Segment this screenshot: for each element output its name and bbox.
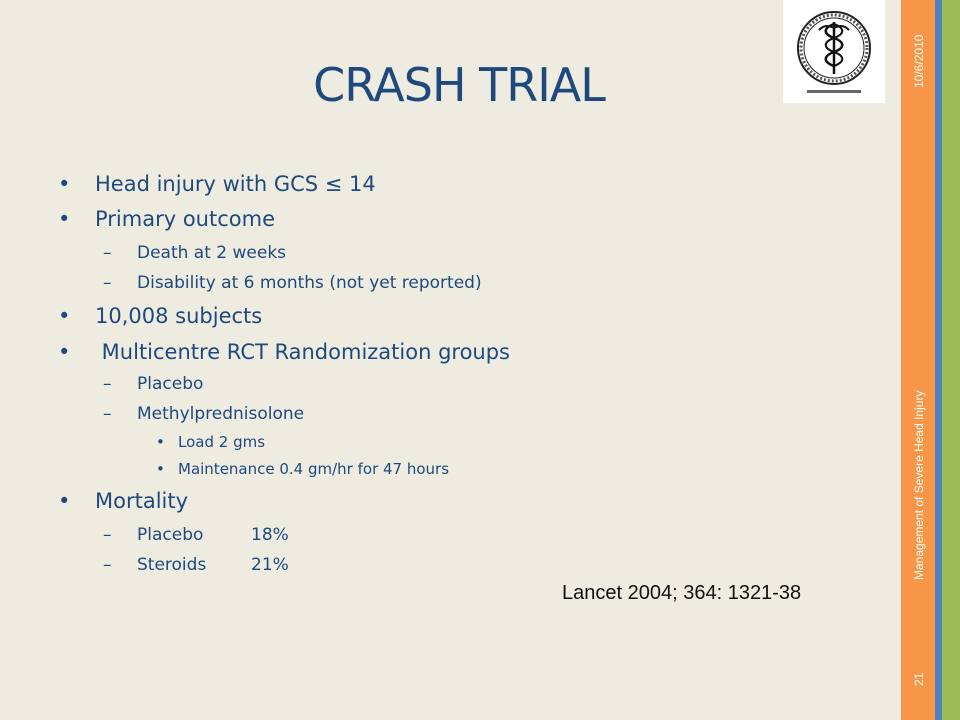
dash-icon: –: [103, 374, 112, 394]
sidebar-band-green: [942, 0, 960, 720]
bullet-icon: •: [58, 304, 71, 328]
slide-title: CRASH TRIAL: [313, 58, 605, 112]
dash-icon: –: [103, 404, 112, 424]
slide: CRASH TRIAL • Head injury with GCS ≤ 14 • Primary outcome – Death at 2 weeks – Disability at 6 months (not yet reported) • 10,008 subjects • Multicentre RCT Randomization groups – Placebo – Methylprednisolone • Load 2 gms • Maintenance 0.4 gm/hr for 47 hours • Mortality – Placebo 18% – Steroids 21% Lancet 2004; 364: 1321-38 10/6/2010 Management of Severe Head Injury 21: [0, 0, 960, 720]
footer-title: Management of Severe Head Injury: [912, 390, 926, 580]
bullet-icon: •: [58, 207, 71, 231]
slide-date: 10/6/2010: [912, 34, 926, 88]
bullet-icon: •: [58, 489, 71, 513]
page-number: 21: [912, 672, 926, 686]
medical-institute-seal-icon: [783, 0, 885, 103]
bullet-icon: •: [156, 433, 165, 451]
dash-icon: –: [103, 525, 112, 545]
citation: Lancet 2004; 364: 1321-38: [562, 582, 802, 604]
dash-icon: –: [103, 243, 112, 263]
dash-icon: –: [103, 273, 112, 293]
bullet-icon: •: [58, 340, 71, 364]
dash-icon: –: [103, 555, 112, 575]
institute-logo: [783, 0, 885, 103]
sidebar-band-blue: [935, 0, 942, 720]
bullet-icon: •: [58, 172, 71, 196]
bullet-icon: •: [156, 460, 165, 478]
sidebar-band-orange: [901, 0, 935, 720]
